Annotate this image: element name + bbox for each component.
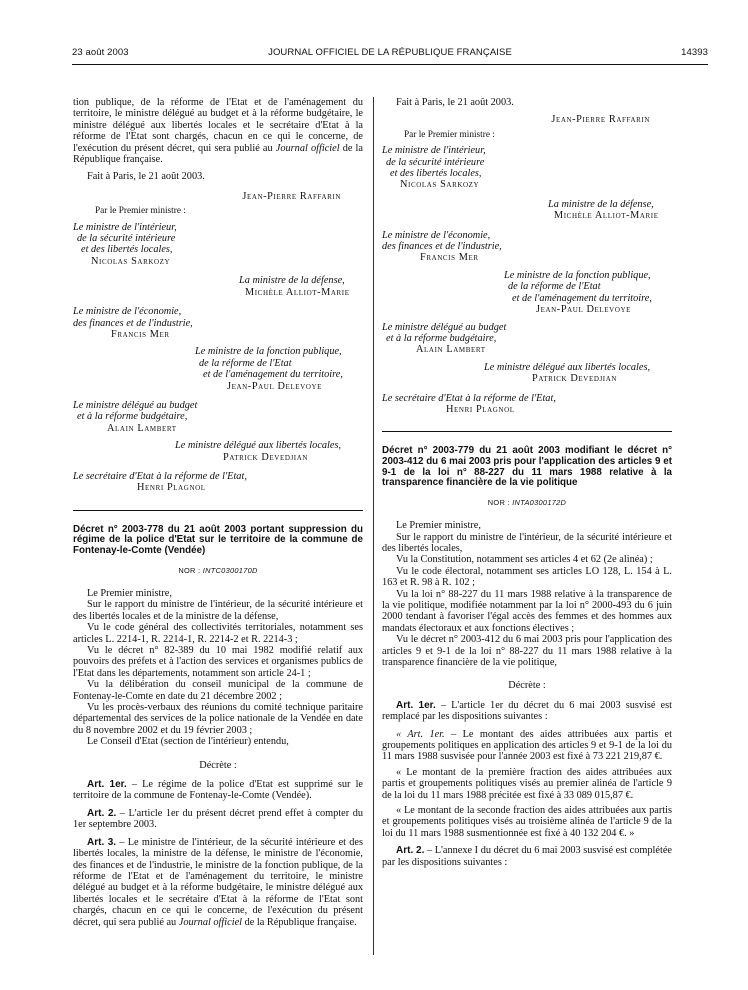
preamble-visa: Vu le code électoral, notamment ses articles LO 128, L. 154 à L. 163 et R. 98 à R. 102 ; [382, 565, 672, 589]
quoted-paragraph: « Le montant de la seconde fraction des aides attribuées aux partis et groupements politiques visés au troisième alinéa de l'article 9 de la loi du 11 mars 1988 susmentionnée est fixé à 40 132 204 €. » [382, 805, 672, 839]
nor-reference: NOR : INTA0300172D [487, 497, 567, 507]
signature-block-fonction-publique: Le ministre de la fonction publique, de la réforme de l'Etat et de l'aménagement du territoire, [195, 346, 343, 381]
column-divider [373, 97, 374, 955]
signature-block-economie: Le ministre de l'économie, des finances et de l'industrie, [73, 306, 193, 329]
signatory-fonction-publique: Jean-Paul Delevoye [536, 304, 632, 316]
signature-title-secretaire: Le secrétaire d'Etat à la réforme de l'Etat, [382, 392, 556, 404]
article-2: Art. 2. – L'annexe I du décret du 6 mai 2003 susvisé est complétée par les dispositions suivantes : [382, 845, 672, 868]
signature-title-defense: La ministre de la défense, [548, 198, 654, 210]
signature-place-date: Fait à Paris, le 21 août 2003. [87, 171, 205, 183]
signatory-budget: Alain Lambert [107, 422, 177, 434]
signatory-economie: Francis Mer [420, 252, 479, 264]
preamble-visa: Vu le décret n° 82-389 du 10 mai 1982 modifié relatif aux pouvoirs des préfets et à l'action des services et organismes publics de l'Etat dans les départements, notamment son article 24-1 ; [73, 645, 363, 679]
header-date: 23 août 2003 [72, 47, 129, 58]
article-1: Art. 1er. – L'article 1er du décret du 6 mai 2003 susvisé est remplacé par les dispositions suivantes : [382, 699, 672, 723]
preamble-visa: Vu la délibération du conseil municipal de la commune de Fontenay-le-Comte en date du 21 décembre 2002 ; [73, 679, 363, 702]
preamble-visa: Vu les procès-verbaux des réunions du comité technique paritaire départemental des services de la police nationale de la Vendée en date du 8 novembre 2002 et du 19 février 2003 ; [73, 702, 363, 736]
signatory-budget: Alain Lambert [416, 344, 486, 356]
signatory-interieur: Nicolas Sarkozy [400, 179, 480, 191]
article-1: Art. 1er. – Le régime de la police d'Etat est supprimé sur le territoire de la commune de Fontenay-le-Comte (Vendée). [73, 779, 363, 802]
article-3: Art. 3. – Le ministre de l'intérieur, de la sécurité intérieure et des libertés locales, la ministre de la défense, le ministre de l'économie, des finances et de l'industrie, le ministre de la fonction publique, de la réforme de l'Etat et de l'aménagement du territoire, le ministre délégué au budget et à la réforme budgétaire, le ministre délégué aux libertés locales et le secrétaire d'Etat à la réforme de l'Etat sont chargés, chacun en ce qui le concerne, de l'exécution du présent décret, qui sera publié au Journal officiel de la République française. [73, 836, 364, 928]
preamble-visa: Vu le code général des collectivités territoriales, notamment ses articles L. 2214-1, R. 2214-1, R. 2214-2 et R. 2214-3 ; [73, 622, 363, 645]
signatory-pm: Jean-Pierre Raffarin [551, 114, 650, 126]
left-column [73, 97, 363, 928]
decrete-heading: Décrète : [508, 680, 546, 692]
preamble-visa: Sur le rapport du ministre de l'intérieur, de la sécurité intérieure et des libertés locales, [382, 531, 672, 554]
header-rule [72, 64, 708, 65]
header-journal-title: JOURNAL OFFICIEL DE LA RÉPUBLIQUE FRANÇAISE [268, 47, 512, 58]
signatory-libertes: Patrick Devedjian [532, 373, 618, 385]
signature-place-date: Fait à Paris, le 21 août 2003. [396, 97, 514, 108]
decrete-heading: Décrète : [199, 759, 237, 771]
decree-title: Décret n° 2003-779 du 21 août 2003 modifiant le décret n° 2003-412 du 6 mai 2003 pris pour l'application des articles 9 et 9-1 de la loi n° 88-227 du 11 mars 1988 relative à la transparence financière de la vie politique [382, 445, 672, 489]
signature-title-libertes: Le ministre délégué aux libertés locales, [175, 440, 342, 452]
signatory-pm: Jean-Pierre Raffarin [242, 190, 341, 202]
preamble-visa: Vu la loi n° 88-227 du 11 mars 1988 relative à la transparence de la vie politique, modifiée notamment par la loi n° 2000-493 du 6 juin 2000 tendant à favoriser l'égal accès des femmes et des hommes aux mandats électoraux et aux fonctions électives ; [382, 588, 672, 634]
decree-title: Décret n° 2003-778 du 21 août 2003 portant suppression du régime de la police d'Etat sur le territoire de la commune de Fontenay-le-Comte (Vendée) [73, 523, 363, 556]
page-header [72, 47, 708, 61]
signatory-economie: Francis Mer [111, 328, 170, 340]
signatory-secretaire: Henri Plagnol [446, 403, 515, 415]
header-page-number: 14393 [681, 47, 708, 58]
right-column [382, 97, 672, 868]
signatory-fonction-publique: Jean-Paul Delevoye [227, 380, 323, 392]
continuation-paragraph: tion publique, de la réforme de l'Etat et de l'aménagement du territoire, le ministre délégué au budget et à la réforme budgétaire, le ministre délégué aux libertés locales et le secrétaire d'Etat à la réforme de l'Etat sont chargés, chacun en ce qui le concerne, de l'exécution du présent décret, qui sera publié au Journal officiel de la République française. [73, 97, 363, 166]
signatory-secretaire: Henri Plagnol [137, 482, 206, 494]
signatory-defense: Michèle Alliot-Marie [245, 286, 350, 298]
nor-reference: NOR : INTC0300170D [178, 565, 258, 575]
preamble-visa: Vu la Constitution, notamment ses articles 4 et 62 (2e alinéa) ; [396, 554, 653, 566]
preamble-pm: Le Premier ministre, [396, 520, 481, 532]
preamble-visa: Vu le décret n° 2003-412 du 6 mai 2003 pris pour l'application des articles 9 et 9-1 de la loi n° 88-227 du 11 mars 1988 relative à la transparence financière de la vie politique, [382, 634, 672, 668]
signature-block-interieur: Le ministre de l'intérieur, de la sécurité intérieure et des libertés locales, [73, 221, 177, 256]
quoted-article-1: « Art. 1er. – Le montant des aides attribuées aux partis et groupements politiques en application des articles 9 et 9-1 de la loi du 11 mars 1988 susvisée pour l'année 2003 est fixé à 73 221 219,87 €. [382, 728, 672, 763]
article-2: Art. 2. – L'article 1er du présent décret prend effet à compter du 1er septembre 2003. [73, 807, 363, 831]
pm-label: Par le Premier ministre : [95, 206, 186, 217]
pm-label: Par le Premier ministre : [404, 129, 495, 140]
signatory-defense: Michèle Alliot-Marie [554, 210, 659, 222]
signature-title-libertes: Le ministre délégué aux libertés locales, [484, 361, 651, 373]
quoted-paragraph: « Le montant de la première fraction des aides attribuées aux partis et groupements politiques visés au premier alinéa de l'article 9 de la loi du 11 mars 1988 précitée est fixé à 33 089 015,87 €. [382, 766, 672, 801]
signature-title-secretaire: Le secrétaire d'Etat à la réforme de l'Etat, [73, 470, 247, 482]
preamble-visa: Sur le rapport du ministre de l'intérieur, de la sécurité intérieure et des libertés locales et de la ministre de la défense, [73, 599, 363, 622]
preamble-pm: Le Premier ministre, [87, 587, 172, 599]
signatory-interieur: Nicolas Sarkozy [91, 255, 171, 267]
signature-block-budget: Le ministre délégué au budget et à la réforme budgétaire, [73, 399, 198, 423]
signature-block-economie: Le ministre de l'économie, des finances et de l'industrie, [382, 229, 502, 253]
signature-block-budget: Le ministre délégué au budget et à la réforme budgétaire, [382, 321, 507, 344]
signature-block-interieur: Le ministre de l'intérieur, de la sécurité intérieure et des libertés locales, [382, 145, 486, 180]
signatory-libertes: Patrick Devedjian [223, 451, 309, 463]
preamble-visa: Le Conseil d'Etat (section de l'intérieur) entendu, [87, 736, 289, 748]
signature-title-defense: La ministre de la défense, [239, 275, 345, 287]
signature-block-fonction-publique: Le ministre de la fonction publique, de la réforme de l'Etat et de l'aménagement du territoire, [504, 269, 652, 304]
